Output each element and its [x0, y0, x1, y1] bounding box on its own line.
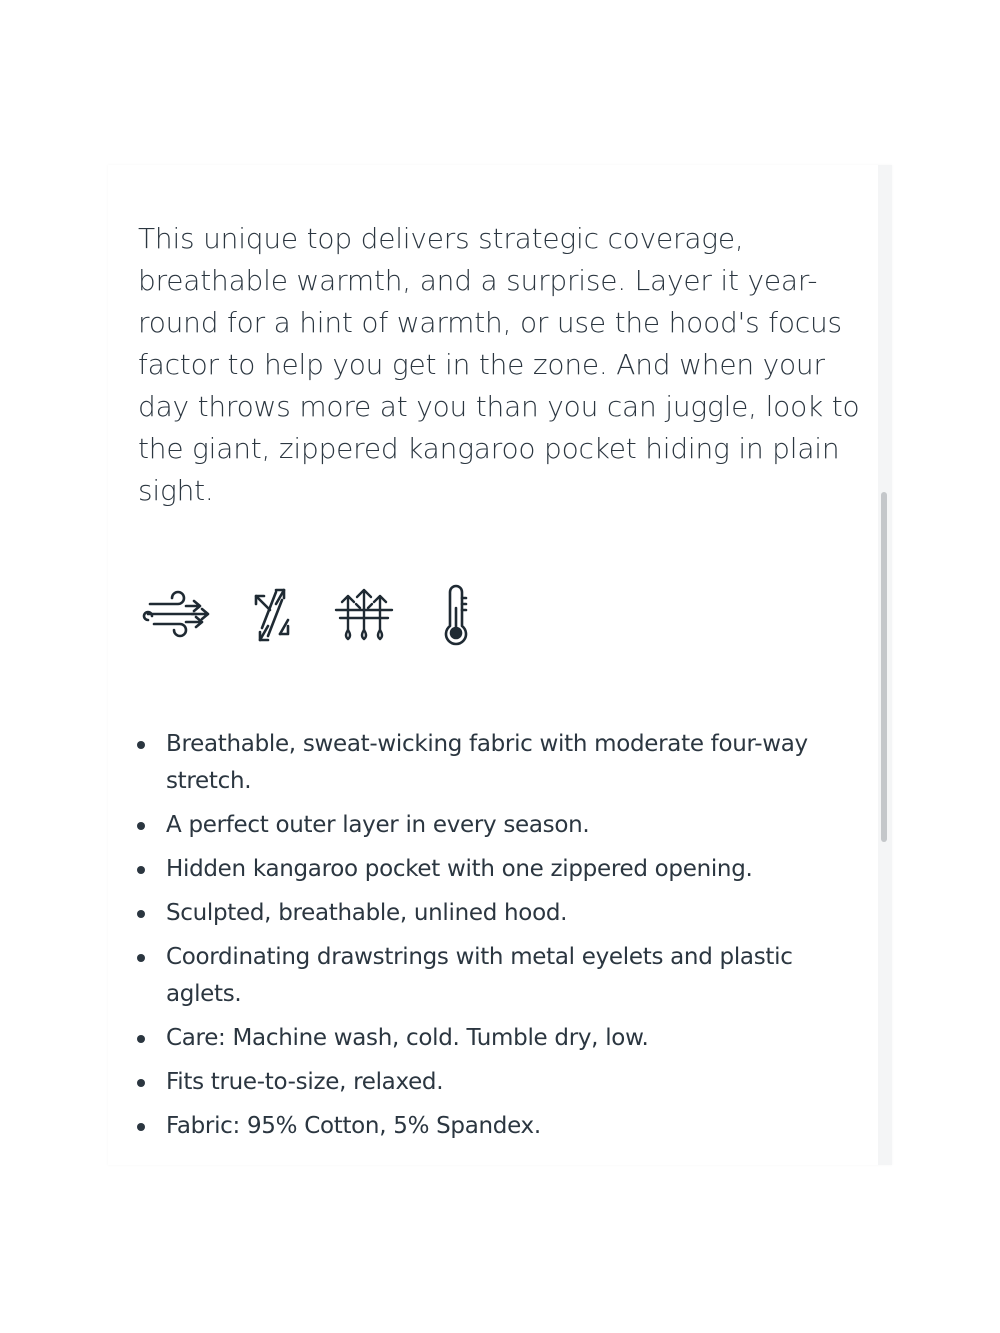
sweat-wicking-icon: [324, 580, 404, 650]
four-way-stretch-icon: [232, 580, 312, 650]
wind-breathable-icon: [140, 580, 220, 650]
feature-icons-row: [140, 580, 508, 650]
feature-list: [132, 726, 868, 1152]
scrollbar-thumb[interactable]: [881, 492, 887, 842]
feature-item: Hidden kangaroo pocket with one zippered opening.: [132, 851, 868, 888]
feature-item: Breathable, sweat-wicking fabric with moderate four-way stretch.: [132, 726, 868, 800]
feature-item: Coordinating drawstrings with metal eyelets and plastic aglets.: [132, 939, 868, 1013]
thermometer-icon: [416, 580, 496, 650]
feature-item: A perfect outer layer in every season.: [132, 807, 868, 844]
feature-item: Sculpted, breathable, unlined hood.: [132, 895, 868, 932]
feature-item: Fits true-to-size, relaxed.: [132, 1064, 868, 1101]
product-description: This unique top delivers strategic coverage, breathable warmth, and a surprise. Layer it year-round for a hint of warmth, or use the hood's focus factor to help you get in the zone. And when your day throws more at you than you can juggle, look to the giant, zippered kangaroo pocket hiding in plain sight.: [138, 222, 860, 507]
feature-item: Care: Machine wash, cold. Tumble dry, low.: [132, 1020, 868, 1057]
feature-item: Fabric: 95% Cotton, 5% Spandex.: [132, 1108, 868, 1145]
